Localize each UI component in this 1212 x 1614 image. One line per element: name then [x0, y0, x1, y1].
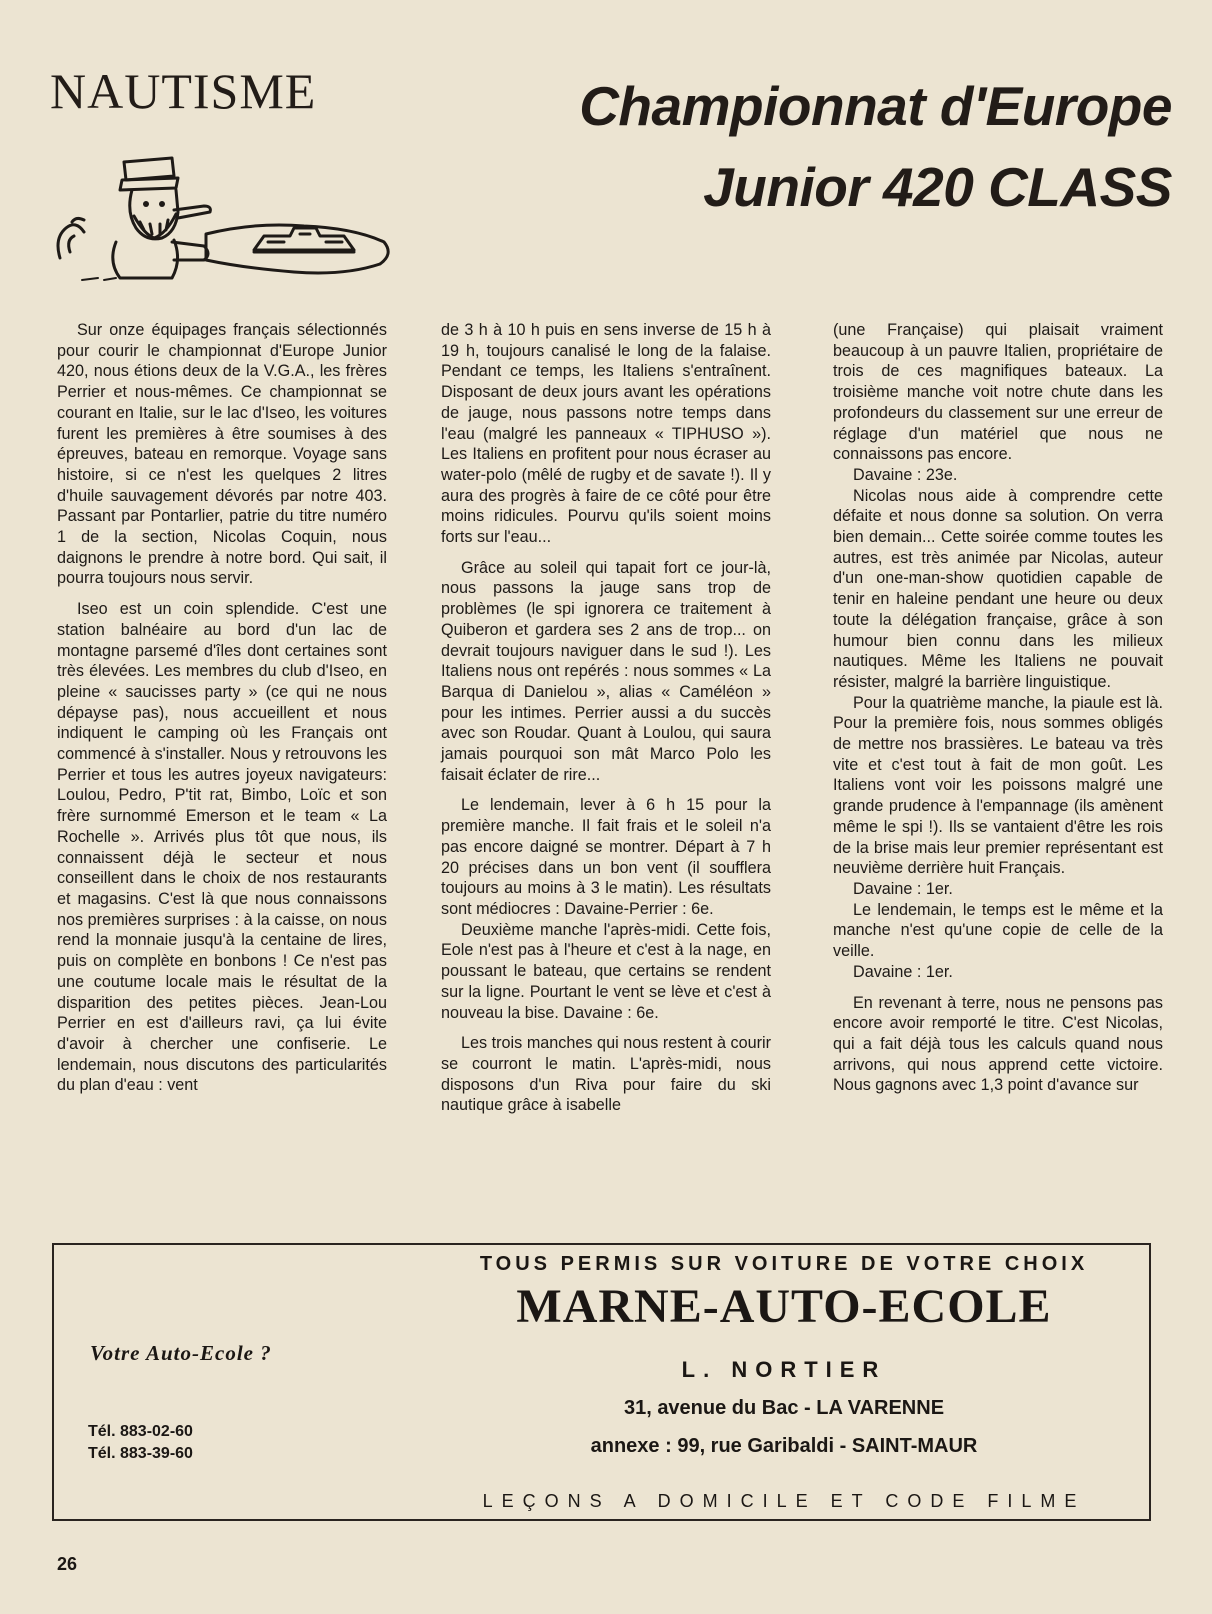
ad-address: 31, avenue du Bac - LA VARENNE — [623, 1397, 945, 1419]
ad-owner: L. NORTIER — [681, 1357, 887, 1382]
headline-line-2: Junior 420 CLASS — [703, 156, 1172, 218]
driving-school-advertisement — [52, 1243, 1151, 1521]
paragraph: (une Française) qui plaisait vraiment beaucoup à un pauvre Italien, propriétaire de trois de ces magnifiques bateaux. La troisième manche voit notre chute dans les profondeurs du classement sur une erreur de réglage d'un matériel que nous ne connaissons pas encore. — [833, 321, 1163, 464]
paragraph: Iseo est un coin splendide. C'est une station balnéaire au bord d'un lac de montagne parsemé d'îles dont certaines sont très élevées. Les membres du club d'Iseo, en pleine « saucisses party » (ce qui ne nous dépayse pas), nous accueillent et nous indiquent le camping où les Français ont commencé à s'installer. Nous y retrouvons les Perrier et tous les autres joyeux navigateurs: Loulou, Pedro, P'tit rat, Bimbo, Loïc et son frère surnommé Emerson et le team « La Rochelle ». Arrivés plus tôt que nous, ils connaissent déjà le secteur et nous conseillent dans le choix de nos restaurants et magasins. C'est là que nous connaissons nos premières surprises : à la caisse, on nous rend la monnaie jusqu'à la centaine de lires, puis on complète en bonbons ! Ce n'est pas une coutume locale mais le résultat de la disparition des petites pièces. Jean-Lou Perrier en est d'ailleurs ravi, ça lui évite d'avoir à chercher une confiserie. Le lendemain, nous discutons des particularités du plan d'eau : vent — [57, 600, 387, 1095]
paragraph: Nicolas nous aide à comprendre cette défaite et nous donne sa solution. On verra bien demain... Cette soirée comme toutes les autres, est très animée par Nicolas, auteur d'un one-man-show quotidien capable de tenir en haleine pendant une heure ou deux toute la délégation française, grâce à son humour bien connu dans les milieux nautiques. Même les Italiens ne pouvait résister, malgré la barrière linguistique. — [833, 486, 1163, 691]
paragraph: Les trois manches qui nous restent à courir se courront le matin. L'après-midi, nous disposons d'un Riva pour faire du ski nautique grâce à isabelle — [441, 1034, 771, 1115]
sailor-mascot-icon — [54, 150, 394, 285]
result-line: Davaine : 1er. — [853, 962, 953, 981]
ad-phone-numbers — [88, 1421, 193, 1465]
page-number: 26 — [57, 1554, 78, 1574]
ad-tagline: TOUS PERMIS SUR VOITURE DE VOTRE CHOIX — [479, 1253, 1089, 1275]
headline — [472, 66, 1172, 228]
section-label: NAUTISME — [50, 63, 317, 119]
paragraph: Pour la quatrième manche, la piaule est là. Pour la première fois, nous sommes obligés de mettre nos brassières. Le bateau va très vite et c'est tout à fait de mon goût. Les Italiens vont voir les poissons malgré une grande prudence à l'empannage (ils amènent même le spi !). Ils se vantaient d'être les rois de la brise mais leur premier représentant est neuvième derrière huit Français. — [833, 693, 1163, 878]
article-column-2 — [441, 320, 771, 1116]
article-column-1 — [57, 320, 387, 1096]
ad-annexe: annexe : 99, rue Garibaldi - SAINT-MAUR — [590, 1435, 978, 1457]
ad-phone-2: Tél. 883-39-60 — [88, 1445, 193, 1462]
ad-lessons: LEÇONS A DOMICILE ET CODE FILME — [482, 1491, 1086, 1511]
paragraph: En revenant à terre, nous ne pensons pas encore avoir remporté le titre. C'est Nicolas, qui a fait déjà tous les calculs quand nous arrivons, qui nous apprend cette victoire. Nous gagnons avec 1,3 point d'avance sur — [833, 993, 1163, 1095]
paragraph: Le lendemain, lever à 6 h 15 pour la première manche. Il fait frais et le soleil n'a pas encore daigné se montrer. Départ à 7 h 20 précises dans un bon vent (il soufflera toujours au moins à 3 le matin). Les résultats sont médiocres : Davaine-Perrier : 6e. — [441, 796, 771, 918]
paragraph: Grâce au soleil qui tapait fort ce jour-là, nous passons la jauge sans trop de problèmes (le spi ignorera ce traitement à Quiberon et gardera ses 2 ans de trop... on devrait toujours naviguer dans le sud !). Les Italiens nous ont repérés : nous sommes « La Barqua di Danielou », alias « Caméléon » pour les intimes. Perrier aussi a du succès avec son Roudar. Quant à Loulou, qui saura jamais pourquoi son mât Marco Polo les faisait éclater de rire... — [441, 558, 771, 784]
paragraph: de 3 h à 10 h puis en sens inverse de 15 h à 19 h, toujours canalisé le long de la falaise. Pendant ce temps, les Italiens s'entraînent. Disposant de deux jours avant les opérations de jauge, nous passons notre temps dans l'eau (malgré les panneaux « TIPHUSO »). Les Italiens en profitent pour nous écraser au water-polo (mêlé de rugby et de savate !). Il y aura des progrès à faire de ce côté pour être moins ridicules. Pourvu qu'ils soient moins forts sur l'eau... — [441, 321, 771, 547]
paragraph: Sur onze équipages français sélectionnés pour courir le championnat d'Europe Junior 420, nous étions deux de la V.G.A., les frères Perrier et nous-mêmes. Ce championnat se courant en Italie, sur le lac d'Iseo, les voitures furent les premières à être soumises à des épreuves, bateau en remorque. Voyage sans histoire, si ce n'est les quelques 2 litres d'huile sauvagement dévorés par notre 403. Passant par Pontarlier, patrie du titre numéro 1 de la section, Nicolas Coquin, nous daignons le prendre à notre bord. Qui sait, il pourra toujours nous servir. — [57, 321, 387, 588]
headline-line-1: Championnat d'Europe — [579, 75, 1172, 137]
ad-phone-1: Tél. 883-02-60 — [88, 1423, 193, 1440]
article-column-3 — [833, 320, 1163, 1096]
ad-brand: MARNE-AUTO-ECOLE — [516, 1280, 1052, 1333]
paragraph: Le lendemain, le temps est le même et la manche n'est qu'une copie de celle de la veille. — [833, 900, 1163, 961]
paragraph: Deuxième manche l'après-midi. Cette fois, Eole n'est pas à l'heure et c'est à la nage, en poussant le bateau, que certains se rendent sur la ligne. Pourtant le vent se lève et c'est à nouveau la bise. Davaine : 6e. — [441, 920, 771, 1022]
result-line: Davaine : 1er. — [853, 879, 953, 898]
ad-question: Votre Auto-Ecole ? — [90, 1341, 272, 1365]
result-line: Davaine : 23e. — [853, 465, 958, 484]
